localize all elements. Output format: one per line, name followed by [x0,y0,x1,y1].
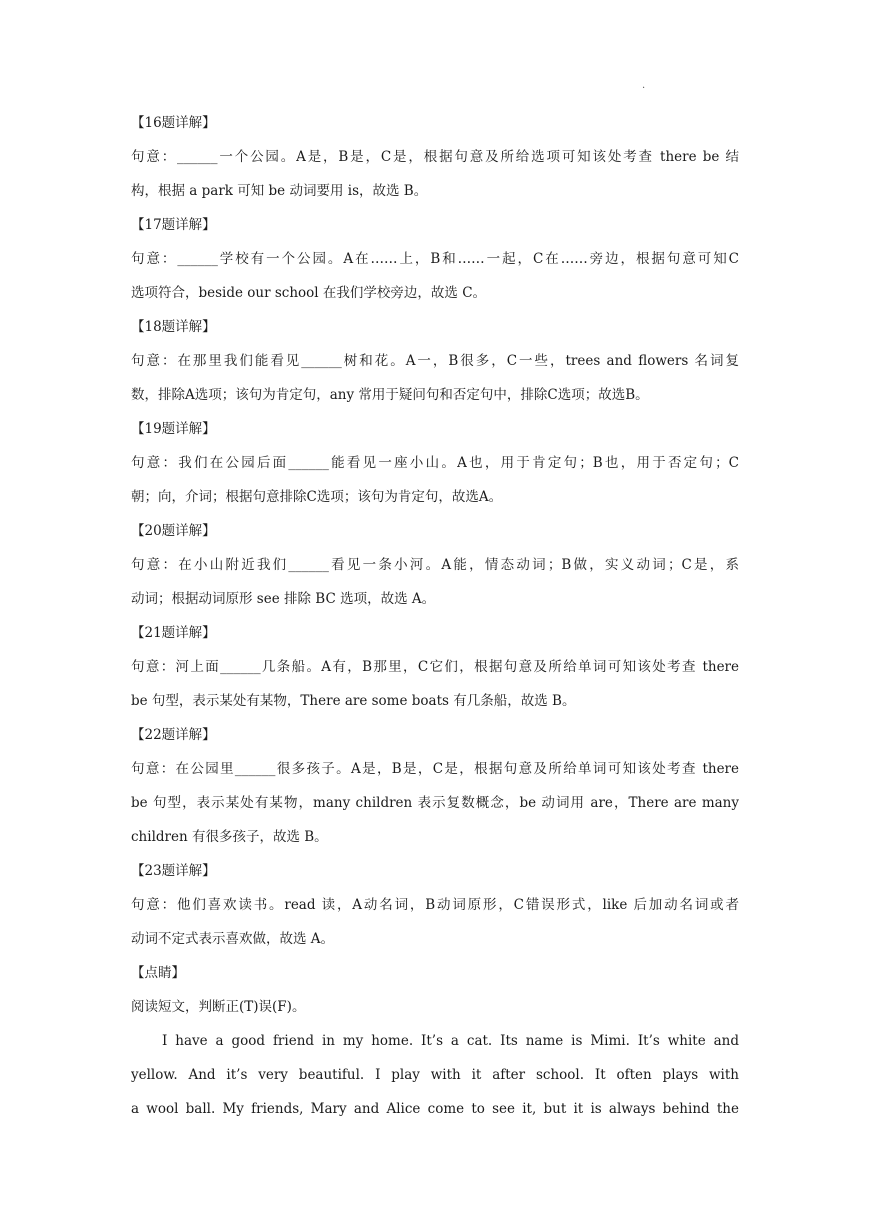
section-heading: 【17题详解】 [131,217,216,233]
text-line: 选项符合，beside our school 在我们学校旁边，故选 C。 [131,285,487,301]
section-heading: 【16题详解】 [131,115,216,131]
text-line: yellow. And it’s very beautiful. I play with it after school. It often plays with [131,1067,739,1083]
text-line: be 句型，表示某处有某物，There are some boats 有几条船，故选 B。 [131,693,576,709]
section-heading: 【23题详解】 [131,863,216,879]
text-line: 数，排除A选项；该句为肯定句，any 常用于疑问句和否定句中，排除C选项；故选B。 [131,387,649,403]
text-line: children 有很多孩子，故选 B。 [131,829,328,845]
text-line: 句意：______一个公园。A是，B是，C是，根据句意及所给选项可知该处考查 there be 结 [131,149,739,165]
page-mark: . [642,80,646,91]
text-line: 构，根据 a park 可知 be 动词要用 is，故选 B。 [131,183,428,199]
section-heading: 【22题详解】 [131,727,216,743]
text-line: 动词不定式表示喜欢做，故选 A。 [131,931,335,947]
text-line: 阅读短文，判断正(T)误(F)。 [131,999,306,1015]
text-line: 句意：在小山附近我们______看见一条小河。A能，情态动词；B做，实义动词；C是，系 [131,557,739,573]
text-line: 朝；向，介词；根据句意排除C选项；该句为肯定句，故选A。 [131,489,503,505]
text-line: 句意：______学校有一个公园。A在……上，B和……一起，C在……旁边，根据句意可知C [131,251,739,267]
section-heading: 【21题详解】 [131,625,216,641]
section-heading: 【20题详解】 [131,523,216,539]
section-heading: 【点睛】 [131,965,185,981]
text-line: 句意：在那里我们能看见______树和花。A一，B很多，C一些，trees and flowers 名词复 [131,353,739,369]
text-line: be 句型，表示某处有某物，many children 表示复数概念，be 动词用 are，There are many [131,795,739,811]
section-heading: 【18题详解】 [131,319,216,335]
text-line: 句意：他们喜欢读书。read 读，A动名词，B动词原形，C错误形式，like 后加动名词或者 [131,897,739,913]
text-line: 句意：河上面______几条船。A有，B那里，C它们，根据句意及所给单词可知该处考查 there [131,659,739,675]
document-body [131,106,739,1126]
text-line: I have a good friend in my home. It’s a cat. Its name is Mimi. It’s white and [162,1033,739,1049]
text-line: 句意：我们在公园后面______能看见一座小山。A也，用于肯定句；B也，用于否定句；C [131,455,739,471]
section-heading: 【19题详解】 [131,421,216,437]
text-line: a wool ball. My friends, Mary and Alice come to see it, but it is always behind the [131,1101,739,1117]
text-line: 句意：在公园里______很多孩子。A是，B是，C是，根据句意及所给单词可知该处考查 there [131,761,739,777]
text-line: 动词；根据动词原形 see 排除 BC 选项，故选 A。 [131,591,436,607]
